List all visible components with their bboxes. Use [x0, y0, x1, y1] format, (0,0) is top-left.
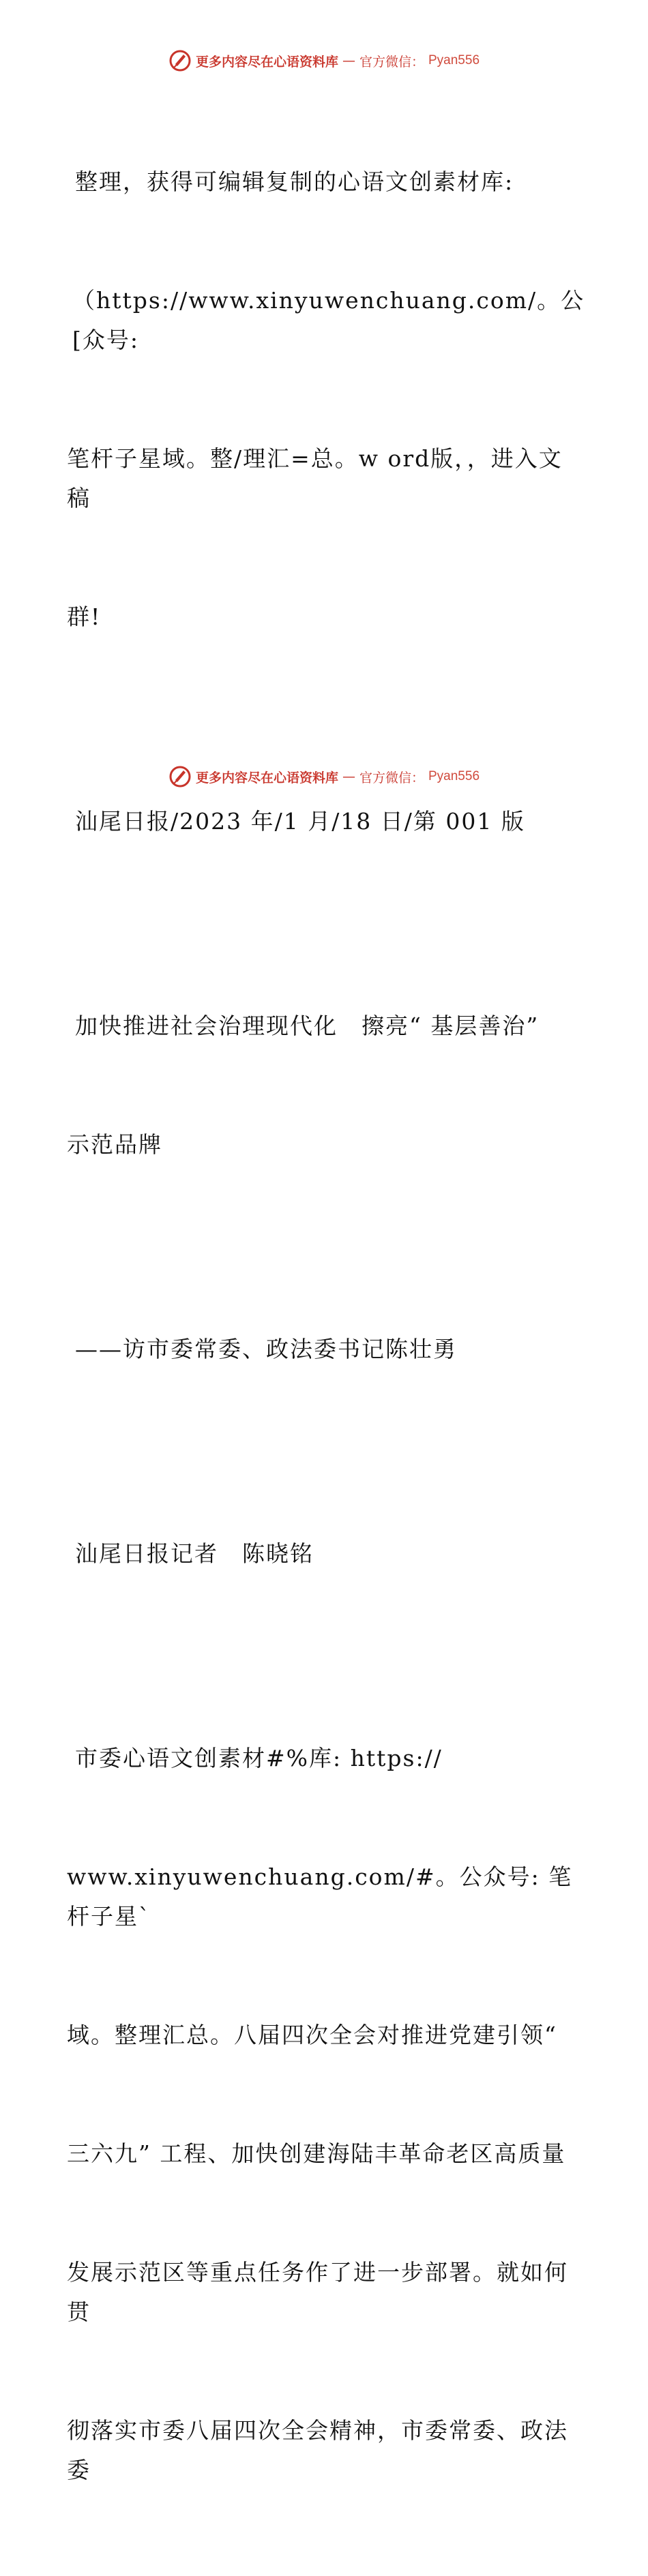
- footer-banner: [0, 765, 648, 788]
- banner-brand: 更多内容尽在心语资料库: [195, 770, 338, 785]
- banner-brand: 更多内容尽在心语资料库: [195, 54, 338, 70]
- text-line: ——访市委常委、政法委书记陈壮勇: [75, 1336, 457, 1362]
- subheadline: [67, 1250, 585, 1448]
- text-line: 彻落实市委八届四次全会精神，市委常委、政法委: [67, 2417, 568, 2483]
- text-line: 汕尾日报/2023 年/1 月/18 日/第 001 版: [75, 808, 525, 835]
- banner-separator: —: [342, 769, 355, 784]
- byline: [67, 1455, 585, 1653]
- text-line: 示范品牌: [67, 1131, 162, 1158]
- text-line: 汕尾日报记者 陈晓铭: [75, 1540, 314, 1567]
- text-line: www.xinyuwenchuang.com/#。公众号: 笔杆子星`: [67, 1863, 573, 1930]
- text-line: 群!: [67, 603, 102, 630]
- text-line: 域。整理汇总。八届四次全会对推进党建引领“: [67, 2022, 557, 2048]
- text-line: 三六九” 工程、加快创建海陆丰革命老区高质量: [67, 2140, 566, 2167]
- banner-wechat-id: Pyan556: [428, 769, 480, 783]
- text-line: 笔杆子星域。整/理汇=总。w ord版，，进入文稿: [67, 445, 563, 511]
- banner-wechat-id: Pyan556: [428, 53, 480, 68]
- text-line: 整理，获得可编辑复制的心语文创素材库:: [75, 168, 514, 195]
- text-line: 市委心语文创素材#%库: https://: [75, 1745, 443, 1771]
- body-paragraph: [67, 1660, 585, 2569]
- text-line: 加快推进社会治理现代化 擦亮“ 基层善治”: [75, 1013, 540, 1039]
- headline: [67, 927, 585, 1244]
- banner-wechat-label: 官方微信：: [359, 54, 424, 70]
- intro-paragraph: [67, 83, 585, 716]
- logo-icon: [168, 49, 192, 72]
- dateline: [67, 723, 585, 920]
- banner-separator: —: [342, 53, 355, 68]
- logo-icon: [168, 765, 192, 788]
- banner-wechat-label: 官方微信：: [359, 770, 424, 785]
- text-line: （https://www.xinyuwenchuang.com/。公[众号:: [72, 287, 585, 353]
- header-banner: [0, 49, 648, 72]
- text-line: 发展示范区等重点任务作了进一步部署。就如何贯: [67, 2259, 568, 2325]
- document-body: [67, 83, 585, 2576]
